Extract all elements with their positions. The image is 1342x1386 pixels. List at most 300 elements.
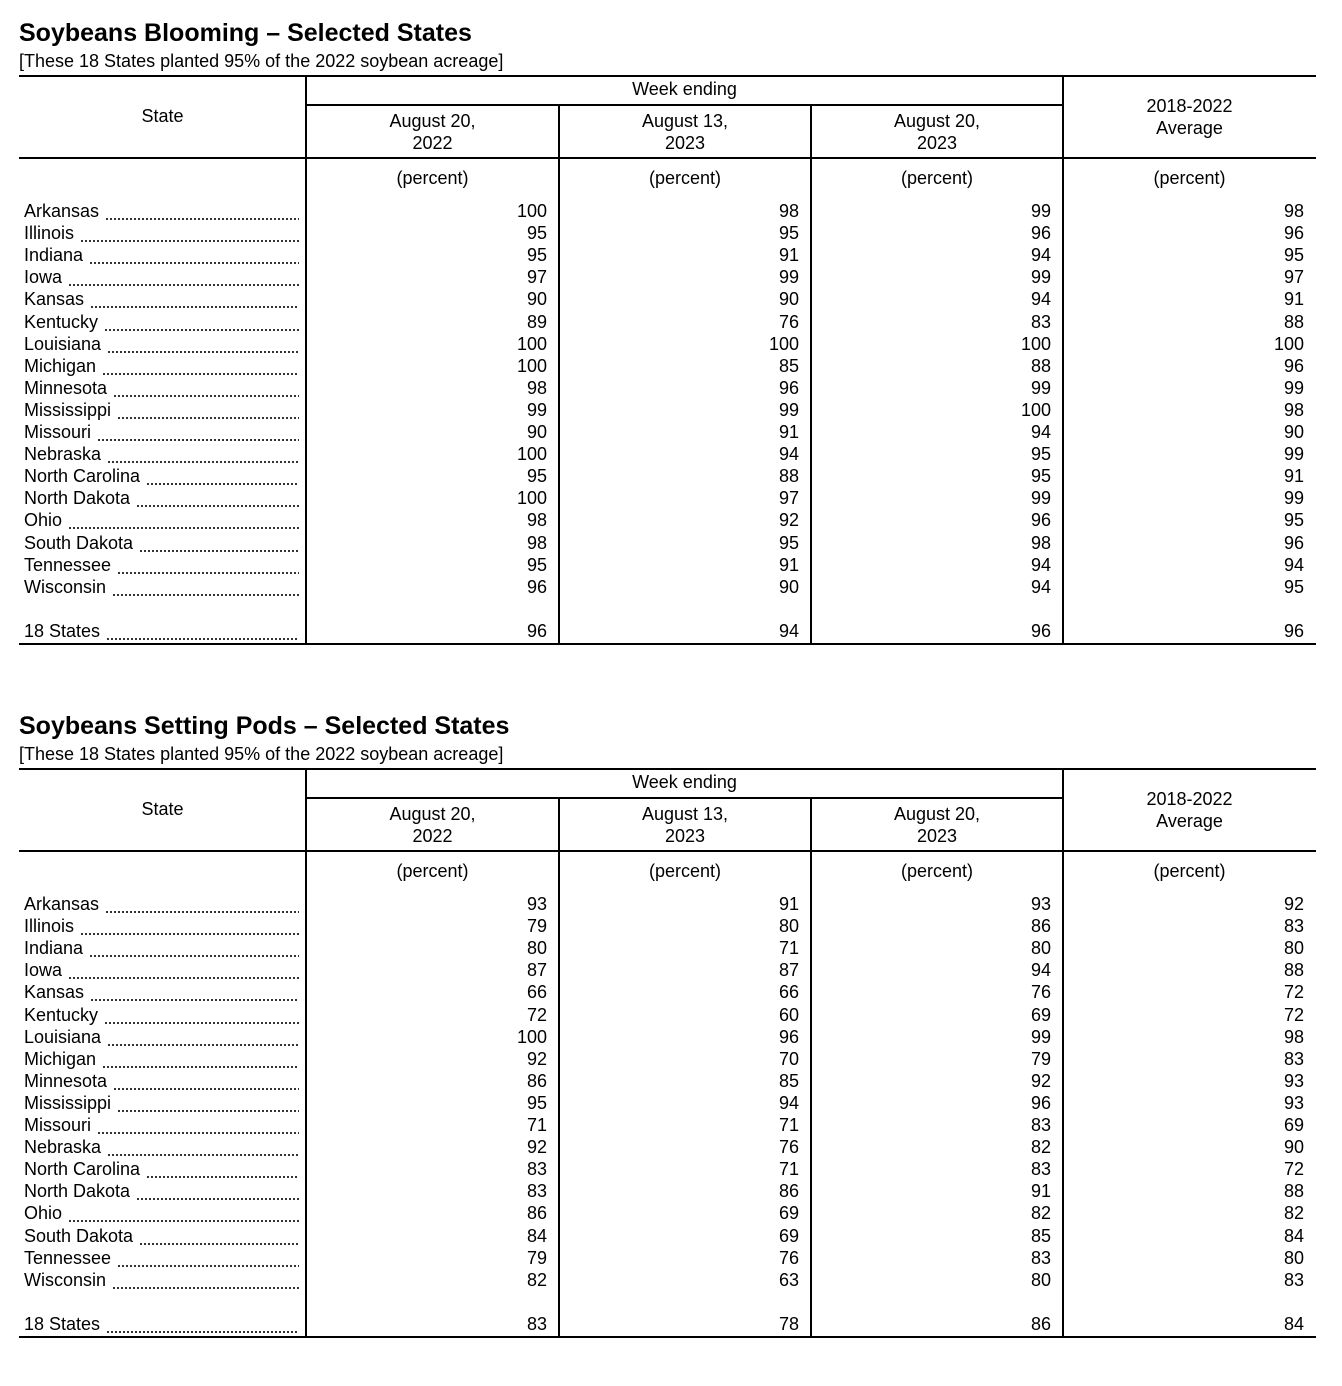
value-cell: 90	[1283, 1137, 1304, 1158]
table-row	[19, 1247, 1316, 1269]
table-bottom-rule	[19, 1336, 1316, 1338]
table-bottom-rule	[19, 643, 1316, 645]
table-title: Soybeans Setting Pods – Selected States	[19, 712, 510, 740]
table-row	[19, 377, 1316, 399]
leader-dots	[68, 509, 299, 531]
state-name: Illinois	[24, 223, 75, 244]
value-cell: 100	[1020, 333, 1051, 354]
value-cell: 76	[778, 1137, 799, 1158]
state-name: 18 States	[24, 1314, 101, 1334]
state-name: Nebraska	[24, 1137, 102, 1158]
table-row	[19, 1269, 1316, 1291]
leader-dots	[117, 399, 299, 421]
value-cell: 84	[1283, 1225, 1304, 1246]
leader-dots	[89, 244, 299, 266]
value-cell: 71	[778, 1159, 799, 1180]
value-cell: 91	[778, 554, 799, 575]
state-label	[24, 509, 299, 531]
value-cell: 88	[778, 466, 799, 487]
value-cell: 85	[778, 355, 799, 376]
value-cell: 100	[1273, 333, 1304, 354]
state-label	[24, 1269, 299, 1291]
state-label	[24, 1202, 299, 1224]
table-row	[19, 355, 1316, 377]
leader-dots	[104, 1004, 299, 1026]
table-row	[19, 421, 1316, 443]
value-cell: 66	[526, 982, 547, 1003]
unit-label: (percent)	[1153, 861, 1226, 881]
leader-dots	[90, 981, 299, 1003]
state-label	[24, 1114, 299, 1136]
value-cell: 63	[778, 1269, 799, 1290]
leader-dots	[68, 266, 299, 288]
value-cell: 85	[778, 1070, 799, 1091]
value-cell: 86	[778, 1181, 799, 1202]
column-header-line1: August 20,	[893, 111, 981, 131]
value-cell: 82	[526, 1269, 547, 1290]
column-header-line1: August 13,	[641, 111, 729, 131]
value-cell: 94	[1030, 422, 1051, 442]
value-cell: 95	[526, 245, 547, 266]
state-label	[24, 937, 299, 959]
state-name: North Dakota	[24, 488, 131, 509]
state-label	[24, 1026, 299, 1048]
value-cell: 88	[1030, 355, 1051, 376]
value-cell: 83	[526, 1314, 547, 1334]
column-header-line2: 2023	[664, 826, 706, 846]
state-label	[24, 200, 299, 222]
table-row	[19, 532, 1316, 554]
leader-dots	[117, 1247, 299, 1269]
value-cell: 100	[516, 444, 547, 465]
value-cell: 91	[1283, 466, 1304, 487]
value-cell: 90	[1283, 422, 1304, 442]
value-cell: 85	[1030, 1225, 1051, 1246]
value-cell: 98	[778, 201, 799, 221]
state-name: Indiana	[24, 245, 84, 266]
table-top-rule	[19, 75, 1316, 77]
leader-dots	[136, 1180, 299, 1202]
state-name: Ohio	[24, 1203, 63, 1224]
value-cell: 91	[1030, 1181, 1051, 1202]
state-name: Arkansas	[24, 894, 100, 914]
leader-dots	[97, 1114, 299, 1136]
value-cell: 86	[1030, 1314, 1051, 1334]
state-name: Mississippi	[24, 1092, 112, 1113]
header-bottom-rule	[19, 157, 1316, 159]
state-label	[24, 288, 299, 310]
value-cell: 95	[526, 1092, 547, 1113]
state-name: Kentucky	[24, 311, 99, 332]
state-name: Nebraska	[24, 444, 102, 465]
value-cell: 95	[1283, 510, 1304, 531]
header-bottom-rule	[19, 850, 1316, 852]
table-row	[19, 1070, 1316, 1092]
value-cell: 99	[526, 399, 547, 420]
value-cell: 93	[1030, 894, 1051, 914]
value-cell: 100	[516, 355, 547, 376]
value-cell: 97	[778, 488, 799, 509]
unit-label: (percent)	[1153, 168, 1226, 188]
state-name: Kentucky	[24, 1004, 99, 1025]
value-cell: 82	[1283, 1203, 1304, 1224]
value-cell: 84	[526, 1225, 547, 1246]
leader-dots	[68, 959, 299, 981]
state-name: South Dakota	[24, 532, 134, 553]
value-cell: 87	[526, 960, 547, 981]
value-cell: 88	[1283, 311, 1304, 332]
data-table	[19, 75, 1316, 646]
value-cell: 93	[526, 894, 547, 914]
table-row	[19, 443, 1316, 465]
value-cell: 72	[1283, 1159, 1304, 1180]
value-cell: 69	[778, 1225, 799, 1246]
value-cell: 83	[1030, 1247, 1051, 1268]
value-cell: 79	[526, 1247, 547, 1268]
state-label	[24, 1048, 299, 1070]
value-cell: 71	[778, 938, 799, 959]
leader-dots	[107, 1026, 299, 1048]
week-ending-header: Week ending	[632, 772, 737, 792]
state-header: State	[141, 106, 184, 126]
value-cell: 92	[1030, 1070, 1051, 1091]
value-cell: 96	[1030, 621, 1051, 641]
value-cell: 94	[1283, 554, 1304, 575]
value-cell: 99	[1030, 267, 1051, 288]
value-cell: 96	[1030, 1092, 1051, 1113]
value-cell: 92	[526, 1137, 547, 1158]
state-label	[24, 355, 299, 377]
state-name: Minnesota	[24, 377, 108, 398]
state-label	[24, 1004, 299, 1026]
value-cell: 71	[778, 1115, 799, 1135]
value-cell: 95	[526, 223, 547, 244]
value-cell: 71	[526, 1115, 547, 1135]
table-row	[19, 288, 1316, 310]
week-ending-rule	[306, 104, 1063, 106]
value-cell: 91	[778, 245, 799, 266]
value-cell: 95	[778, 223, 799, 244]
value-cell: 95	[1283, 245, 1304, 266]
table-top-rule	[19, 768, 1316, 770]
value-cell: 92	[526, 1048, 547, 1069]
state-name: Indiana	[24, 938, 84, 959]
value-cell: 72	[526, 1004, 547, 1025]
state-name: Michigan	[24, 1048, 97, 1069]
column-header-line2: 2023	[916, 826, 958, 846]
state-name: Michigan	[24, 355, 97, 376]
state-name: Louisiana	[24, 1026, 102, 1047]
leader-dots	[117, 554, 299, 576]
value-cell: 98	[1283, 1026, 1304, 1047]
value-cell: 83	[1283, 1269, 1304, 1290]
state-name: Arkansas	[24, 201, 100, 221]
state-label	[24, 1158, 299, 1180]
state-label	[24, 311, 299, 333]
value-cell: 96	[1030, 223, 1051, 244]
value-cell: 94	[1030, 554, 1051, 575]
value-cell: 76	[778, 1247, 799, 1268]
state-name: Louisiana	[24, 333, 102, 354]
leader-dots	[112, 576, 299, 598]
value-cell: 83	[1030, 1115, 1051, 1135]
value-cell: 80	[1030, 1269, 1051, 1290]
value-cell: 69	[1283, 1115, 1304, 1135]
value-cell: 100	[1020, 399, 1051, 420]
leader-dots	[68, 1202, 299, 1224]
leader-dots	[146, 465, 299, 487]
table-row	[19, 465, 1316, 487]
state-label	[24, 576, 299, 598]
state-name: Iowa	[24, 960, 63, 981]
value-cell: 94	[1030, 245, 1051, 266]
value-cell: 83	[1283, 916, 1304, 937]
table-row	[19, 1202, 1316, 1224]
value-cell: 94	[778, 1092, 799, 1113]
leader-dots	[80, 915, 299, 937]
leader-dots	[105, 893, 299, 915]
value-cell: 99	[1030, 201, 1051, 221]
value-cell: 99	[1283, 377, 1304, 398]
value-cell: 92	[1283, 894, 1304, 914]
value-cell: 88	[1283, 1181, 1304, 1202]
week-ending-header: Week ending	[632, 79, 737, 99]
value-cell: 82	[1030, 1137, 1051, 1158]
unit-label: (percent)	[900, 861, 974, 881]
table-row	[19, 1092, 1316, 1114]
state-label	[24, 244, 299, 266]
value-cell: 83	[526, 1159, 547, 1180]
leader-dots	[104, 311, 299, 333]
table-row	[19, 399, 1316, 421]
column-header-line1: August 20,	[389, 111, 476, 131]
value-cell: 93	[1283, 1070, 1304, 1091]
state-label	[24, 893, 299, 915]
value-cell: 99	[1030, 488, 1051, 509]
leader-dots	[106, 620, 299, 642]
value-cell: 86	[1030, 916, 1051, 937]
value-cell: 86	[526, 1070, 547, 1091]
value-cell: 99	[1283, 488, 1304, 509]
state-name: Missouri	[24, 422, 92, 442]
value-cell: 96	[1283, 621, 1304, 641]
value-cell: 97	[526, 267, 547, 288]
state-header: State	[141, 799, 184, 819]
state-name: Tennessee	[24, 1247, 112, 1268]
value-cell: 78	[778, 1314, 799, 1334]
value-cell: 83	[1030, 1159, 1051, 1180]
column-header-line2: 2023	[664, 133, 706, 153]
table-row	[19, 487, 1316, 509]
total-row	[19, 1313, 1316, 1335]
value-cell: 100	[516, 488, 547, 509]
value-cell: 100	[768, 333, 799, 354]
state-label	[24, 554, 299, 576]
state-label	[24, 1092, 299, 1114]
state-name: North Carolina	[24, 466, 141, 487]
state-name: Ohio	[24, 510, 63, 531]
data-table	[19, 768, 1316, 1339]
state-label	[24, 333, 299, 355]
value-cell: 70	[778, 1048, 799, 1069]
value-cell: 98	[1283, 399, 1304, 420]
value-cell: 72	[1283, 1004, 1304, 1025]
value-cell: 69	[1030, 1004, 1051, 1025]
column-header-line1: August 20,	[893, 804, 981, 824]
value-cell: 89	[526, 311, 547, 332]
value-cell: 97	[1283, 267, 1304, 288]
state-label	[24, 443, 299, 465]
table-row	[19, 1004, 1316, 1026]
value-cell: 94	[1030, 576, 1051, 597]
value-cell: 100	[516, 1026, 547, 1047]
leader-dots	[106, 1313, 299, 1335]
value-cell: 90	[526, 289, 547, 310]
value-cell: 99	[778, 267, 799, 288]
table-subtitle: [These 18 States planted 95% of the 2022 soybean acreage]	[19, 744, 504, 764]
value-cell: 80	[1030, 938, 1051, 959]
leader-dots	[136, 487, 299, 509]
table-row	[19, 222, 1316, 244]
value-cell: 83	[526, 1181, 547, 1202]
table-row	[19, 981, 1316, 1003]
state-label	[24, 532, 299, 554]
table-row	[19, 1114, 1316, 1136]
state-name: Minnesota	[24, 1070, 108, 1091]
value-cell: 90	[778, 576, 799, 597]
state-label	[24, 1136, 299, 1158]
state-label	[24, 1247, 299, 1269]
value-cell: 98	[526, 532, 547, 553]
average-header-line2: Average	[1156, 118, 1223, 138]
unit-label: (percent)	[396, 168, 469, 188]
state-name: Wisconsin	[24, 1269, 107, 1290]
state-label	[24, 1313, 299, 1335]
state-name: South Dakota	[24, 1225, 134, 1246]
column-header-line2: 2023	[916, 133, 958, 153]
table-row	[19, 333, 1316, 355]
table-subtitle: [These 18 States planted 95% of the 2022 soybean acreage]	[19, 51, 504, 71]
average-header-line2: Average	[1156, 811, 1223, 831]
leader-dots	[139, 532, 299, 554]
value-cell: 98	[526, 377, 547, 398]
value-cell: 88	[1283, 960, 1304, 981]
state-label	[24, 487, 299, 509]
table-row	[19, 509, 1316, 531]
value-cell: 83	[1030, 311, 1051, 332]
state-name: North Dakota	[24, 1181, 131, 1202]
average-header-line1: 2018-2022	[1146, 789, 1233, 809]
column-header-line2: 2022	[412, 133, 453, 153]
state-label	[24, 981, 299, 1003]
table-row	[19, 915, 1316, 937]
value-cell: 82	[1030, 1203, 1051, 1224]
table-section	[19, 711, 1316, 1351]
table-row	[19, 1026, 1316, 1048]
value-cell: 99	[778, 399, 799, 420]
value-cell: 80	[526, 938, 547, 959]
value-cell: 95	[1030, 466, 1051, 487]
state-label	[24, 1070, 299, 1092]
state-label	[24, 266, 299, 288]
value-cell: 99	[1030, 377, 1051, 398]
value-cell: 96	[1030, 510, 1051, 531]
leader-dots	[102, 355, 299, 377]
state-name: North Carolina	[24, 1159, 141, 1180]
value-cell: 66	[778, 982, 799, 1003]
value-cell: 79	[1030, 1048, 1051, 1069]
value-cell: 79	[526, 916, 547, 937]
table-row	[19, 576, 1316, 598]
table-row	[19, 554, 1316, 576]
value-cell: 96	[526, 621, 547, 641]
value-cell: 96	[1283, 355, 1304, 376]
table-row	[19, 959, 1316, 981]
leader-dots	[107, 1136, 299, 1158]
column-header-line2: 2022	[412, 826, 453, 846]
state-label	[24, 915, 299, 937]
table-title: Soybeans Blooming – Selected States	[19, 19, 472, 47]
table-row	[19, 1180, 1316, 1202]
value-cell: 91	[778, 422, 799, 442]
leader-dots	[97, 421, 299, 443]
value-cell: 76	[778, 311, 799, 332]
value-cell: 72	[1283, 982, 1304, 1003]
leader-dots	[102, 1048, 299, 1070]
value-cell: 95	[1030, 444, 1051, 465]
table-section	[19, 18, 1316, 658]
value-cell: 91	[778, 894, 799, 914]
leader-dots	[89, 937, 299, 959]
state-label	[24, 1180, 299, 1202]
table-row	[19, 200, 1316, 222]
leader-dots	[139, 1225, 299, 1247]
state-label	[24, 222, 299, 244]
state-name: Kansas	[24, 289, 85, 310]
table-row	[19, 311, 1316, 333]
value-cell: 95	[1283, 576, 1304, 597]
value-cell: 92	[778, 510, 799, 531]
table-row	[19, 1225, 1316, 1247]
value-cell: 86	[526, 1203, 547, 1224]
leader-dots	[117, 1092, 299, 1114]
value-cell: 90	[526, 422, 547, 442]
leader-dots	[107, 333, 299, 355]
column-header-line1: August 20,	[389, 804, 476, 824]
state-label	[24, 465, 299, 487]
leader-dots	[105, 200, 299, 222]
value-cell: 96	[1283, 223, 1304, 244]
table-row	[19, 266, 1316, 288]
value-cell: 99	[1283, 444, 1304, 465]
leader-dots	[113, 1070, 299, 1092]
value-cell: 96	[778, 377, 799, 398]
value-cell: 80	[1283, 1247, 1304, 1268]
table-row	[19, 937, 1316, 959]
value-cell: 94	[778, 621, 799, 641]
state-label	[24, 620, 299, 642]
state-name: Missouri	[24, 1115, 92, 1135]
table-row	[19, 1048, 1316, 1070]
state-label	[24, 377, 299, 399]
value-cell: 90	[778, 289, 799, 310]
column-header-line1: August 13,	[641, 804, 729, 824]
state-label	[24, 421, 299, 443]
state-name: Iowa	[24, 267, 63, 288]
leader-dots	[80, 222, 299, 244]
table-row	[19, 1136, 1316, 1158]
unit-label: (percent)	[648, 861, 722, 881]
